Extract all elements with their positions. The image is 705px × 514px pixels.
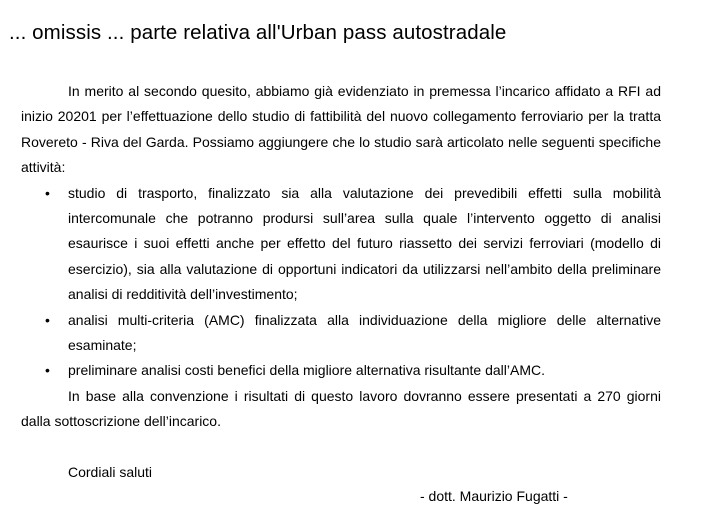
list-item [21,358,661,383]
bullet-icon: • [45,362,50,379]
bullet-icon: • [45,184,50,201]
list-item [21,181,661,308]
list-item-text: preliminare analisi costi benefici della migliore alternativa risultante dall’AMC. [68,362,545,379]
list-item-text: analisi multi-criteria (AMC) finalizzata alla individuazione della migliore delle alternative esaminate; [68,311,661,354]
document-title: ... omissis ... parte relativa all'Urban pass autostradale [9,21,507,44]
activities-list [21,181,661,384]
letter-body [21,79,661,485]
closing-greeting: Cordiali saluti [68,463,153,480]
intro-paragraph: In merito al secondo quesito, abbiamo già evidenziato in premessa l’incarico affidato a RFI ad inizio 20201 per l’effettuazione dello studio di fattibilità del nuovo collegamento ferroviario per la tratta Rovereto - Riva del Garda. Possiamo aggiungere che lo studio sarà articolato nelle seguenti specifiche attività: [21,83,661,176]
list-item-text: studio di trasporto, finalizzato sia alla valutazione dei prevedibili effetti sulla mobilità intercomunale che potranno prodursi sull’area sulla quale l’intervento oggetto di analisi esaurisce i suoi effetti anche per effetto del futuro riassetto dei servizi ferroviari (modello di esercizio), sia alla valutazione di opportuni indicatori da utilizzarsi nell’ambito della preliminare analisi di redditività dell’investimento; [68,184,661,303]
signature: - dott. Maurizio Fugatti - [420,488,568,504]
bullet-icon: • [45,311,50,328]
list-item [21,308,661,359]
conclusion-paragraph: In base alla convenzione i risultati di questo lavoro dovranno essere presentati a 270 giorni dalla sottoscrizione dell’incarico. [21,387,661,430]
